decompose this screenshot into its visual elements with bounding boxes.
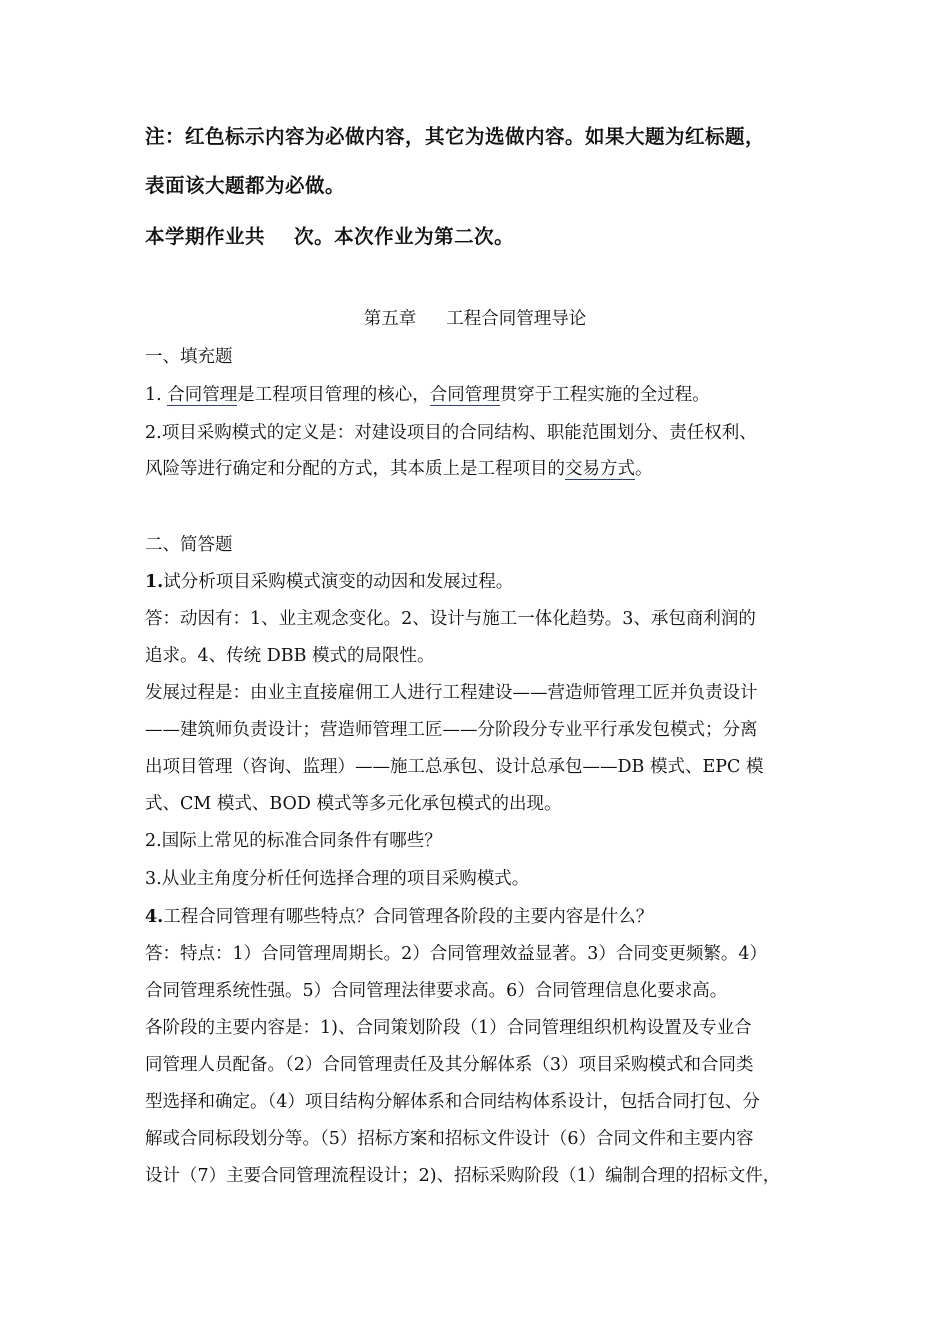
- chapter-number: 第五章: [363, 309, 417, 329]
- short-q4-text: 工程合同管理有哪些特点？合同管理各阶段的主要内容是什么？: [163, 907, 654, 927]
- short-q4-answer-line-7: 设计（7）主要合同管理流程设计；2)、招标采购阶段（1）编制合理的招标文件，: [145, 1166, 781, 1186]
- short-q4-answer-line-4: 同管理人员配备。（2）合同管理责任及其分解体系（3）项目采购模式和合同类: [145, 1055, 754, 1075]
- short-q1-answer-line-1: 答：动因有：1、业主观念变化。2、设计与施工一体化趋势。3、承包商利润的: [145, 609, 756, 629]
- fill-q1-blank-1: 合同管理: [167, 385, 238, 405]
- short-q1-text: 试分析项目采购模式演变的动因和发展过程。: [163, 572, 514, 592]
- fill-q2-line-1: 2.项目采购模式的定义是：对建设项目的合同结构、职能范围划分、责任权利、: [145, 423, 757, 443]
- short-question-3: 3.从业主角度分析任何选择合理的项目采购模式。: [145, 869, 530, 889]
- short-q1-answer-line-5: 出项目管理（咨询、监理）——施工总承包、设计总承包——DB 模式、EPC 模: [145, 757, 764, 777]
- fill-q2-end: 。: [635, 459, 653, 479]
- short-q1-answer-line-4: ——建筑师负责设计；营造师管理工匠——分阶段分专业平行承发包模式；分离: [145, 720, 758, 740]
- short-question-4: [145, 904, 810, 930]
- short-question-2: 2.国际上常见的标准合同条件有哪些？: [145, 831, 442, 851]
- short-q1-number: 1.: [145, 572, 164, 592]
- notice-line-2: 表面该大题都为必做。: [145, 174, 346, 197]
- fill-q1-blank-2: 合同管理: [429, 385, 500, 405]
- notice-line-1: 注：红色标示内容为必做内容，其它为选做内容。如果大题为红标题，: [145, 125, 766, 148]
- fill-q2-text: 风险等进行确定和分配的方式，其本质上是工程项目的: [145, 459, 565, 479]
- fill-q1-suffix: 贯穿于工程实施的全过程。: [499, 385, 710, 405]
- fill-question-1: [145, 382, 810, 408]
- short-q1-answer-line-2: 追求。4、传统 DBB 模式的局限性。: [145, 646, 435, 666]
- fill-q1-mid: 是工程项目管理的核心，: [237, 385, 430, 405]
- short-question-1: [145, 569, 810, 595]
- section2-heading: 二、简答题: [145, 535, 233, 555]
- short-q4-answer-line-2: 合同管理系统性强。5）合同管理法律要求高。6）合同管理信息化要求高。: [145, 981, 728, 1001]
- fill-q2-blank: 交易方式: [565, 459, 635, 479]
- short-q4-answer-line-6: 解或合同标段划分等。（5）招标方案和招标文件设计（6）合同文件和主要内容: [145, 1129, 754, 1149]
- short-q4-answer-line-5: 型选择和确定。（4）项目结构分解体系和合同结构体系设计，包括合同打包、分: [145, 1092, 760, 1112]
- short-q4-number: 4.: [145, 907, 164, 927]
- fill-q1-prefix: 1.: [145, 385, 168, 405]
- section1-heading: 一、填充题: [145, 347, 233, 367]
- short-q1-answer-line-6: 式、CM 模式、BOD 模式等多元化承包模式的出现。: [145, 794, 562, 814]
- notice-line-3: 本学期作业共 次。本次作业为第二次。: [145, 225, 515, 248]
- short-q4-answer-line-1: 答：特点：1）合同管理周期长。2）合同管理效益显著。3）合同变更频繁。4）: [145, 944, 768, 964]
- chapter-title: [0, 306, 950, 332]
- short-q1-answer-line-3: 发展过程是：由业主直接雇佣工人进行工程建设——营造师管理工匠并负责设计: [145, 683, 758, 703]
- short-q4-answer-line-3: 各阶段的主要内容是：1)、合同策划阶段（1）合同管理组织机构设置及专业合: [145, 1018, 752, 1038]
- fill-q2-line-2: [145, 456, 810, 482]
- chapter-name: 工程合同管理导论: [446, 309, 587, 329]
